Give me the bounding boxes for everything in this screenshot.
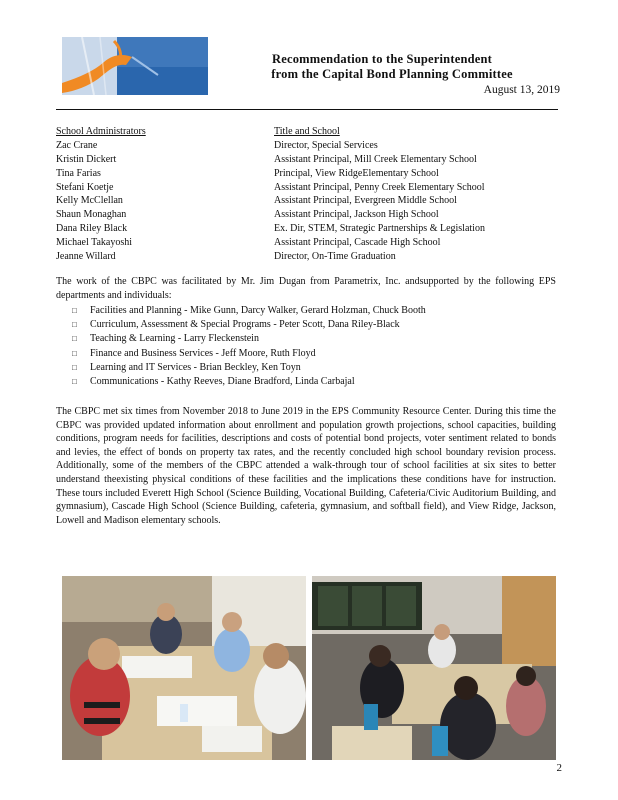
bullet-icon: □ (72, 306, 77, 315)
departments-list (72, 304, 552, 389)
bullet-icon: □ (72, 334, 77, 344)
member-title: Assistant Principal, Evergreen Middle School (274, 195, 457, 207)
list-item (72, 304, 552, 318)
member-name: Stefani Koetje (56, 181, 114, 193)
member-name: Dana Riley Black (56, 223, 128, 235)
document-subtitle: from the Capital Bond Planning Committee (271, 67, 513, 81)
table-row (56, 222, 566, 236)
list-item (72, 375, 552, 389)
table-row (56, 167, 566, 181)
table-row (56, 181, 566, 195)
district-logo (62, 37, 208, 95)
table-row (56, 208, 566, 222)
department-entry: Communications - Kathy Reeves, Diane Bradford, Linda Carbajal (90, 375, 355, 387)
bullet-icon: □ (72, 362, 77, 372)
table-row (56, 139, 566, 153)
intro-paragraph: The work of the CBPC was facilitated by Mr. Jim Dugan from Parametrix, Inc. andsupported by the following EPS departments and individuals: (56, 276, 556, 301)
bullet-icon: □ (72, 320, 77, 330)
bullet-icon: □ (72, 348, 77, 358)
bullet-icon: □ (72, 376, 77, 386)
member-title: Director, On-Time Graduation (274, 251, 396, 263)
member-name: Zac Crane (56, 139, 98, 151)
member-title: Assistant Principal, Mill Creek Elementary School (274, 153, 477, 165)
member-name: Kristin Dickert (56, 153, 117, 165)
member-title: Ex. Dir, STEM, Strategic Partnerships & Legislation (274, 223, 485, 235)
member-title: Director, Special Services (274, 139, 378, 151)
department-entry: Facilities and Planning - Mike Gunn, Darcy Walker, Gerard Holzman, Chuck Booth (90, 305, 426, 316)
table-header-row (56, 125, 566, 139)
member-title: Assistant Principal, Penny Creek Elementary School (274, 181, 485, 193)
document-date: August 13, 2019 (483, 84, 560, 96)
column-header-administrators: School Administrators (56, 126, 146, 137)
header-divider (56, 109, 558, 110)
column-header-title-school: Title and School (274, 126, 340, 137)
department-entry: Finance and Business Services - Jeff Moore, Ruth Floyd (90, 347, 316, 359)
table-row (56, 236, 566, 250)
list-item (72, 361, 552, 375)
table-row (56, 250, 566, 264)
member-name: Shaun Monaghan (56, 209, 127, 221)
list-item (72, 318, 552, 332)
document-title: Recommendation to the Superintendent (271, 52, 493, 66)
member-title: Principal, View RidgeElementary School (274, 167, 439, 179)
department-entry: Learning and IT Services - Brian Beckley, Ken Toyn (90, 361, 301, 373)
page-number: 2 (556, 762, 562, 774)
department-entry: Curriculum, Assessment & Special Programs - Peter Scott, Dana Riley-Black (90, 319, 400, 331)
member-title: Assistant Principal, Cascade High School (274, 237, 441, 249)
member-name: Tina Farias (56, 167, 101, 179)
list-item (72, 332, 552, 346)
meeting-photo-right (312, 576, 556, 760)
member-name: Michael Takayoshi (56, 237, 133, 249)
meeting-photo-left (62, 576, 306, 760)
list-item (72, 347, 552, 361)
table-row (56, 194, 566, 208)
member-name: Jeanne Willard (56, 251, 116, 263)
department-entry: Teaching & Learning - Larry Fleckenstein (90, 333, 259, 345)
member-name: Kelly McClellan (56, 195, 123, 207)
table-row (56, 153, 566, 167)
member-title: Assistant Principal, Jackson High School (274, 209, 439, 221)
meetings-paragraph: The CBPC met six times from November 2018 to June 2019 in the EPS Community Resource Center. During this time the CBPC was provided updated information about enrollment and population growth projections, school capacities, building conditions, program needs for facilities, descriptions and costs of potential bond projects, voter sentiment related to bonds and levies, the effect of bonds on property tax rates, and the recently concluded high school boundary revision process. Additionally, some of the members of the CBPC attended a walk-through tour of school facilities at six sites to better understand theexisting physical conditions of these facilities and the implications these conditions have for instruction. These tours included Everett High School (Science Building, Vocational Building, Cafeteria/Civic Auditorium Building, and gymnasium), Cascade High School (Science Building, cafeteria, gymnasium, and softball field), and View Ridge, Jackson, Lowell and Madison elementary schools. (56, 406, 556, 526)
members-table (56, 125, 566, 264)
